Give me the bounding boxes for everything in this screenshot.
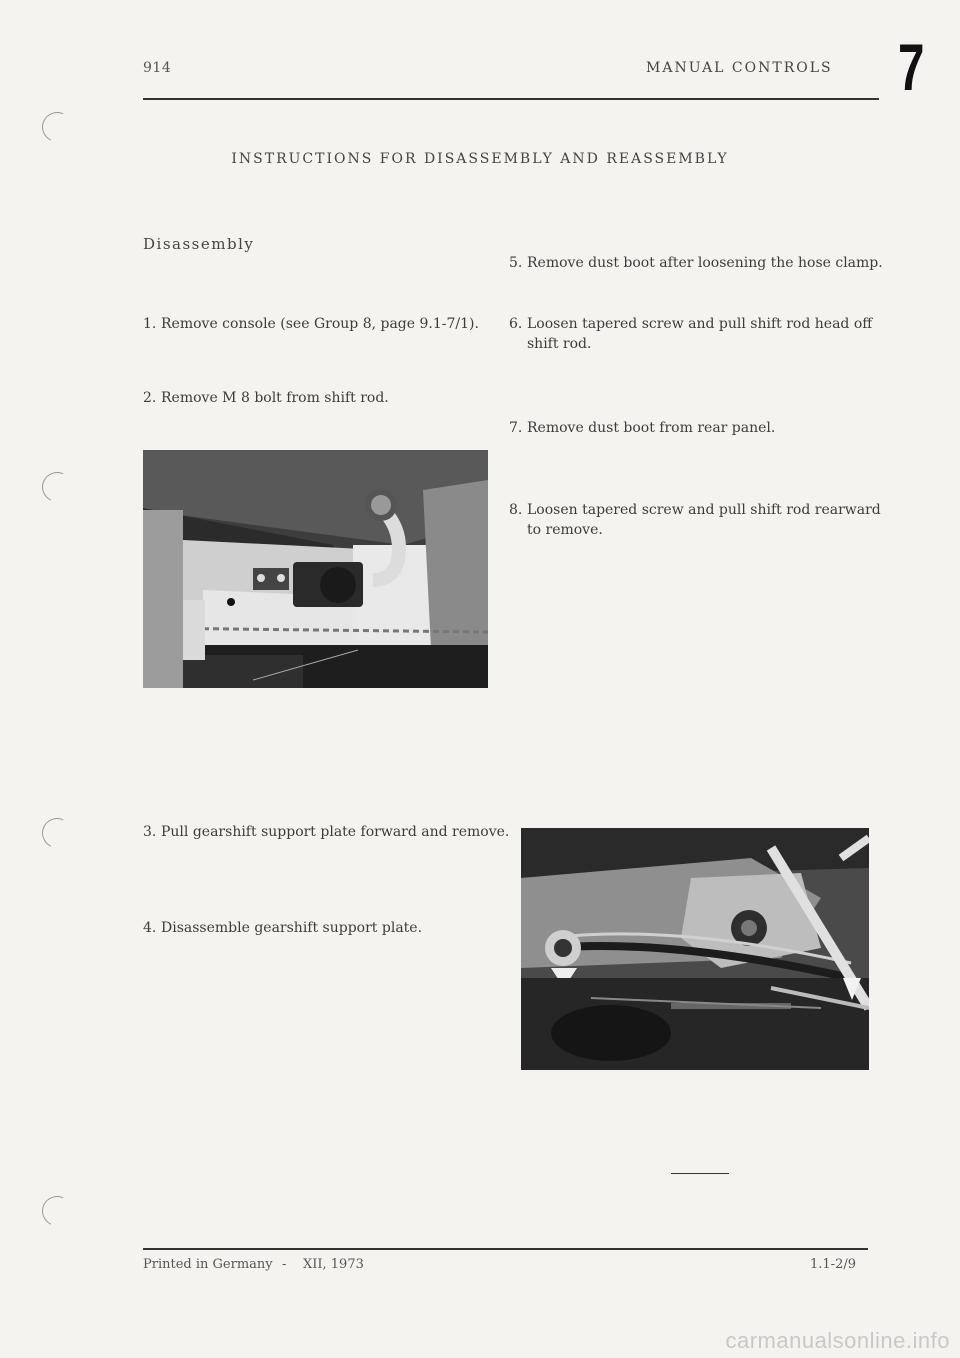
photo-underside-shift-rod <box>521 828 869 1070</box>
photo-gearshift-support <box>143 450 488 688</box>
page-title: INSTRUCTIONS FOR DISASSEMBLY AND REASSEMBLY <box>231 151 729 167</box>
footer-printed: Printed in Germany <box>143 1257 273 1272</box>
step-number: 6. <box>509 316 523 332</box>
step-number: 3. <box>143 824 157 840</box>
end-rule <box>671 1173 729 1174</box>
step-4 <box>143 918 422 938</box>
watermark: carmanualsonline.info <box>725 1328 950 1353</box>
section-number: 7 <box>898 30 925 104</box>
footer-rule <box>143 1248 868 1250</box>
step-text: Remove console (see Group 8, page 9.1-7/1). <box>161 316 479 332</box>
step-5 <box>509 253 883 273</box>
step-6 <box>509 314 872 354</box>
header-rule <box>143 98 879 100</box>
step-text: Pull gearshift support plate forward and remove. <box>161 824 510 840</box>
footer-date: XII, 1973 <box>303 1257 364 1272</box>
step-2 <box>143 388 389 408</box>
subheading-disassembly: Disassembly <box>143 235 255 253</box>
step-3 <box>143 822 509 842</box>
footer-dash: - <box>282 1257 287 1272</box>
margin-punch-mark <box>38 468 76 506</box>
header-chapter: MANUAL CONTROLS <box>646 60 833 76</box>
step-text: Loosen tapered screw and pull shift rod rearward <box>527 502 881 518</box>
margin-punch-mark <box>38 108 76 146</box>
step-text: Remove dust boot from rear panel. <box>527 420 776 436</box>
step-number: 4. <box>143 920 157 936</box>
margin-punch-mark <box>38 814 76 852</box>
step-number: 5. <box>509 255 523 271</box>
step-1 <box>143 314 479 334</box>
step-number: 7. <box>509 420 523 436</box>
step-text: Disassemble gearshift support plate. <box>161 920 423 936</box>
step-7 <box>509 418 775 438</box>
header-model: 914 <box>143 60 172 76</box>
step-8 <box>509 500 881 540</box>
footer-page-ref: 1.1-2/9 <box>810 1257 856 1272</box>
step-text: Remove dust boot after loosening the hose clamp. <box>527 255 883 271</box>
margin-punch-mark <box>38 1192 76 1230</box>
step-number: 1. <box>143 316 157 332</box>
step-text-continued: to remove. <box>527 522 603 538</box>
step-text: Remove M 8 bolt from shift rod. <box>161 390 389 406</box>
step-number: 2. <box>143 390 157 406</box>
step-text: Loosen tapered screw and pull shift rod head off <box>527 316 873 332</box>
step-text-continued: shift rod. <box>527 336 592 352</box>
step-number: 8. <box>509 502 523 518</box>
